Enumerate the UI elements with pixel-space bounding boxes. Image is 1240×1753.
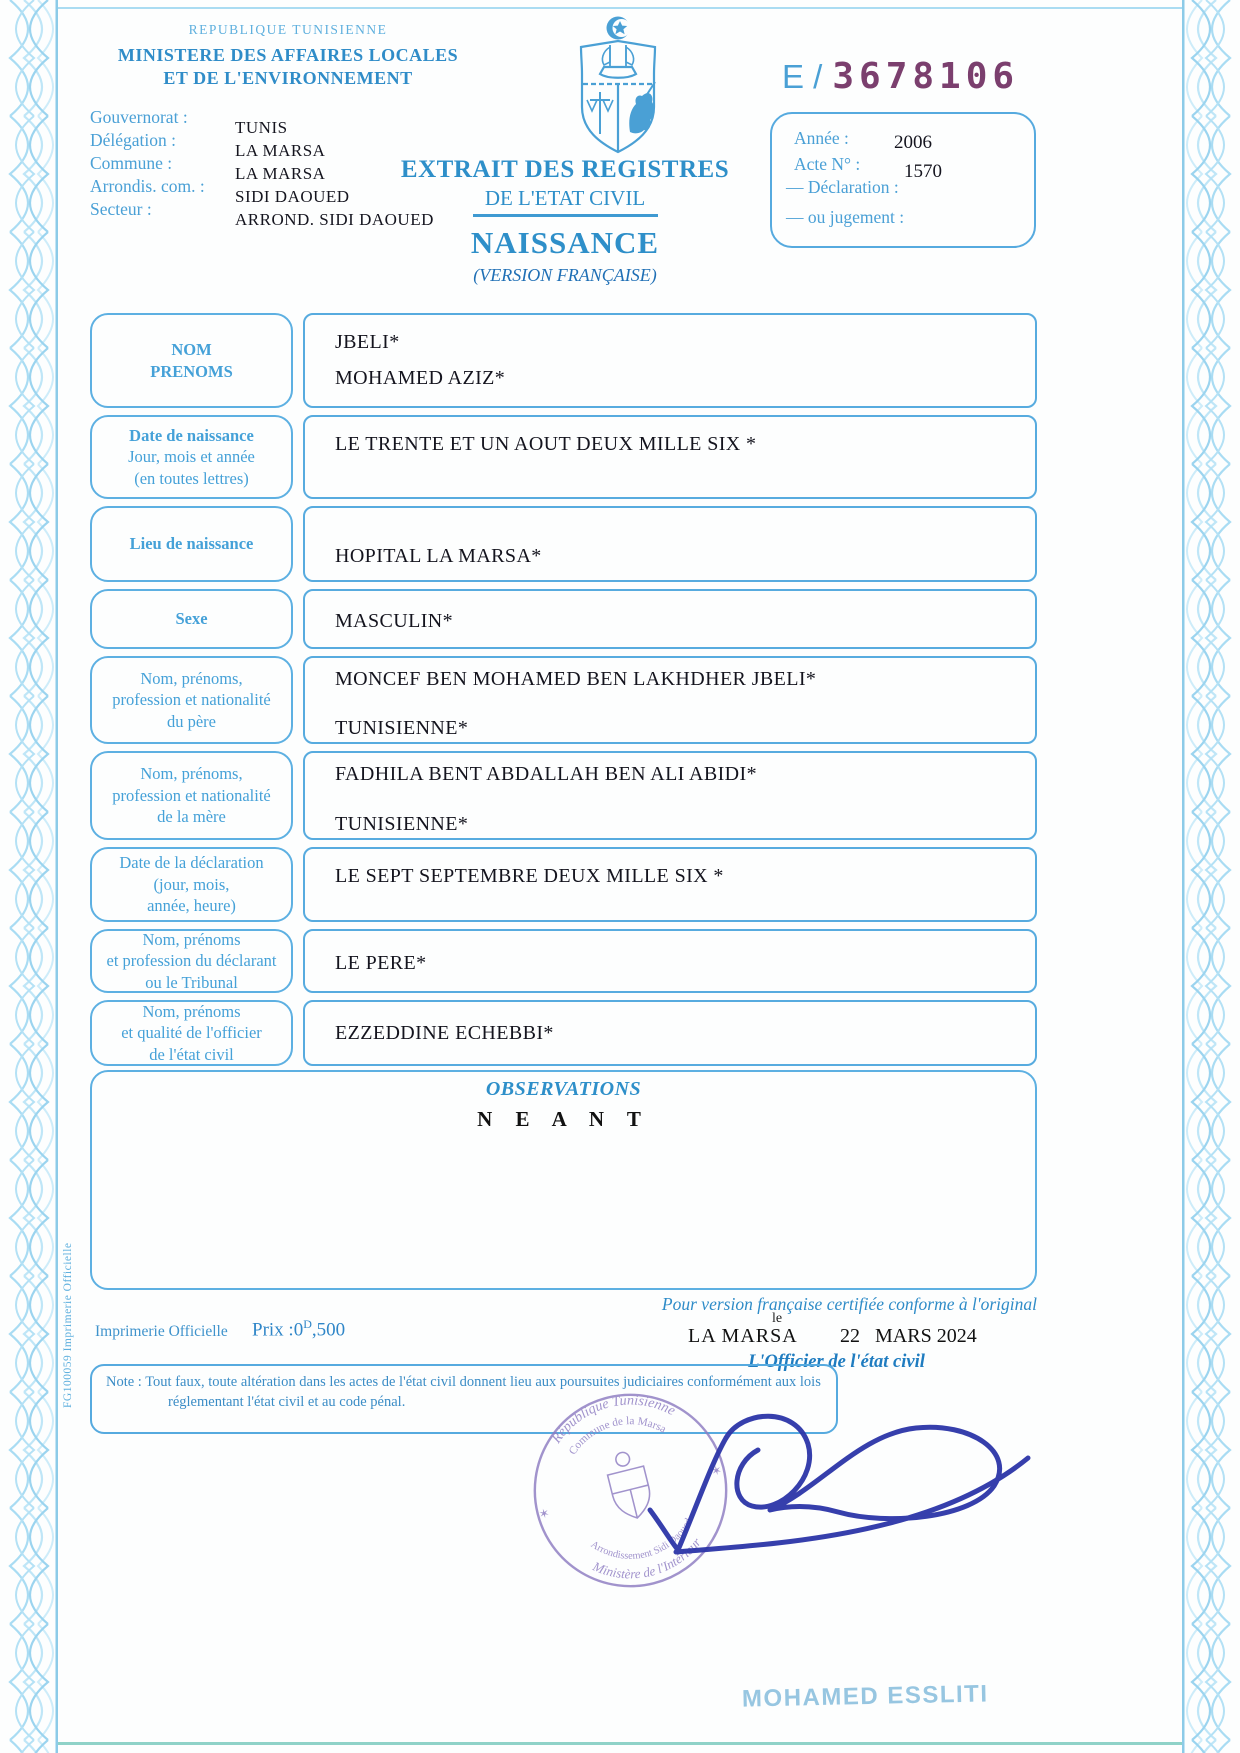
issue-place: LA MARSA	[688, 1325, 798, 1347]
serial-number: 3678106	[832, 56, 1020, 97]
top-border-line	[58, 7, 1182, 9]
label-line: Date de la déclaration	[119, 853, 264, 873]
legal-note-box: Note : Tout faux, toute altération dans les actes de l'état civil donnent lieu aux poursuites judiciaires conformément aux lois réglementant l'état civil et au code pénal.	[90, 1364, 838, 1434]
label-line: (en toutes lettres)	[134, 468, 249, 488]
field-label	[90, 847, 293, 922]
field-value	[303, 656, 1037, 744]
label-line: ou le Tribunal	[145, 972, 238, 992]
value-line: MONCEF BEN MOHAMED BEN LAKHDHER JBELI*	[335, 668, 817, 690]
field-label	[90, 506, 293, 582]
label-line: Sexe	[175, 609, 208, 629]
tunisia-coat-of-arms-icon	[568, 12, 668, 157]
stamp-ring-ministere: Ministère de l'Intérieur	[590, 1534, 704, 1582]
label-line: du père	[166, 711, 217, 731]
label-line: NOM	[171, 340, 212, 360]
label-line: Date de naissance	[129, 425, 254, 445]
stamp-ring-arrondissement: Arrondissement Sidi Daoued	[588, 1516, 695, 1562]
field-row-nom-prenoms	[90, 313, 1037, 408]
location-value: LA MARSA	[235, 164, 326, 183]
officer-signature	[620, 1392, 1040, 1592]
observations-box	[90, 1070, 1037, 1290]
serial-prefix: E /	[782, 58, 823, 95]
label-line: profession et nationalité	[112, 690, 271, 710]
location-value: LA MARSA	[235, 141, 326, 160]
label-line: Nom, prénoms,	[140, 764, 243, 784]
field-row-officier-etat-civil	[90, 1000, 1037, 1066]
value-line: MOHAMED AZIZ*	[335, 367, 506, 389]
field-row-date-naissance	[90, 415, 1037, 499]
title-extrait: EXTRAIT DES REGISTRES	[400, 156, 730, 183]
republic-title: REPUBLIQUE TUNISIENNE	[188, 22, 388, 37]
acte-num-value: 1570	[904, 161, 942, 182]
declaration-label: — Déclaration :	[786, 177, 899, 197]
price-sup: D	[303, 1317, 312, 1331]
location-label: Délégation :	[90, 130, 177, 150]
label-line: de l'état civil	[149, 1044, 234, 1064]
label-line: Nom, prénoms,	[140, 668, 243, 688]
stamp-ring-commune: Commune de la Marsa	[566, 1415, 668, 1458]
field-value	[303, 751, 1037, 840]
field-row-sexe	[90, 589, 1037, 649]
field-value	[303, 929, 1037, 993]
location-label: Secteur :	[90, 199, 152, 219]
title-underline	[473, 214, 658, 217]
location-label: Arrondis. com. :	[90, 176, 205, 196]
value-line: MASCULIN*	[335, 609, 454, 632]
field-value	[303, 506, 1037, 582]
location-label: Gouvernorat :	[90, 107, 188, 127]
fields-table	[90, 313, 1037, 1066]
serial-number-block	[782, 56, 1019, 97]
value-line: LE PERE*	[335, 951, 427, 974]
annee-value: 2006	[894, 132, 932, 153]
ministry-title-line1: MINISTERE DES AFFAIRES LOCALES	[117, 45, 459, 65]
stamp-star-right: ✶	[709, 1462, 724, 1480]
field-value	[303, 415, 1037, 499]
field-label	[90, 656, 293, 744]
label-line: Jour, mois et année	[128, 447, 255, 467]
location-value: ARROND. SIDI DAOUED	[235, 210, 434, 229]
value-line: LE TRENTE ET UN AOUT DEUX MILLE SIX *	[335, 433, 757, 455]
location-value: SIDI DAOUED	[235, 187, 350, 206]
value-line: EZZEDDINE ECHEBBI*	[335, 1021, 554, 1044]
value-line: TUNISIENNE*	[335, 813, 469, 835]
value-line: TUNISIENNE*	[335, 717, 469, 739]
title-version: (VERSION FRANÇAISE)	[473, 265, 657, 285]
guilloche-border-left	[0, 0, 58, 1753]
label-line: PRENOMS	[150, 361, 233, 381]
header-block	[88, 22, 488, 91]
label-line: profession et nationalité	[112, 785, 271, 805]
officer-name-stamp: MOHAMED ESSLITI	[741, 1680, 989, 1713]
label-line: Nom, prénoms	[142, 1001, 241, 1021]
location-row	[90, 106, 434, 137]
label-line: (jour, mois,	[153, 874, 230, 894]
ministry-title-line2: ET DE L'ENVIRONNEMENT	[163, 68, 413, 89]
observations-value: N E A N T	[477, 1107, 650, 1131]
field-value	[303, 313, 1037, 408]
field-label	[90, 1000, 293, 1066]
officier-signature-label: L'Officier de l'état civil	[748, 1352, 925, 1372]
field-row-pere	[90, 656, 1037, 744]
field-value	[303, 847, 1037, 922]
price-post: ,500	[311, 1319, 346, 1341]
label-line: de la mère	[157, 807, 226, 827]
label-line: et qualité de l'officier	[121, 1023, 262, 1043]
printer-code-vertical: FG100059 Imprimerie Officielle	[62, 1242, 74, 1408]
issue-date: 22 MARS 2024	[840, 1325, 977, 1347]
price-pre: Prix :0	[252, 1319, 304, 1341]
imprimerie-label: Imprimerie Officielle	[95, 1323, 228, 1340]
label-line: année, heure)	[147, 896, 236, 916]
stamp-star-left: ✶	[537, 1505, 552, 1523]
title-etat-civil: DE L'ETAT CIVIL	[484, 186, 646, 210]
label-line: Lieu de naissance	[129, 534, 254, 554]
acte-info-box	[770, 112, 1036, 248]
field-row-date-declaration	[90, 847, 1037, 922]
value-line: LE SEPT SEPTEMBRE DEUX MILLE SIX *	[335, 865, 724, 887]
value-line: HOPITAL LA MARSA*	[335, 545, 542, 567]
guilloche-border-right	[1182, 0, 1240, 1753]
field-label	[90, 751, 293, 840]
location-label: Commune :	[90, 153, 173, 173]
field-label	[90, 415, 293, 499]
field-row-declarant	[90, 929, 1037, 993]
label-line: et profession du déclarant	[106, 951, 277, 971]
field-label	[90, 313, 293, 408]
document-title-block	[330, 156, 800, 286]
value-line: JBELI*	[335, 331, 400, 353]
bottom-border-line	[58, 1742, 1182, 1745]
value-line: FADHILA BENT ABDALLAH BEN ALI ABIDI*	[335, 763, 757, 785]
certification-statement: Pour version française certifiée conforme à l'original	[661, 1294, 1037, 1314]
field-row-lieu-naissance	[90, 506, 1037, 582]
field-row-mere	[90, 751, 1037, 840]
field-label	[90, 929, 293, 993]
field-value	[303, 589, 1037, 649]
price-label	[252, 1317, 345, 1341]
field-label	[90, 589, 293, 649]
observations-title: OBSERVATIONS	[485, 1078, 642, 1100]
jugement-label: — ou jugement :	[786, 207, 905, 227]
annee-label: Année :	[794, 128, 849, 148]
location-value: TUNIS	[235, 118, 288, 137]
field-value	[303, 1000, 1037, 1066]
acte-num-label: Acte N° :	[794, 154, 861, 174]
le-label: le	[772, 1311, 783, 1326]
stamp-ring-republique: République Tunisienne	[548, 1392, 678, 1447]
title-naissance: NAISSANCE	[470, 225, 660, 260]
label-line: Nom, prénoms	[142, 929, 241, 949]
